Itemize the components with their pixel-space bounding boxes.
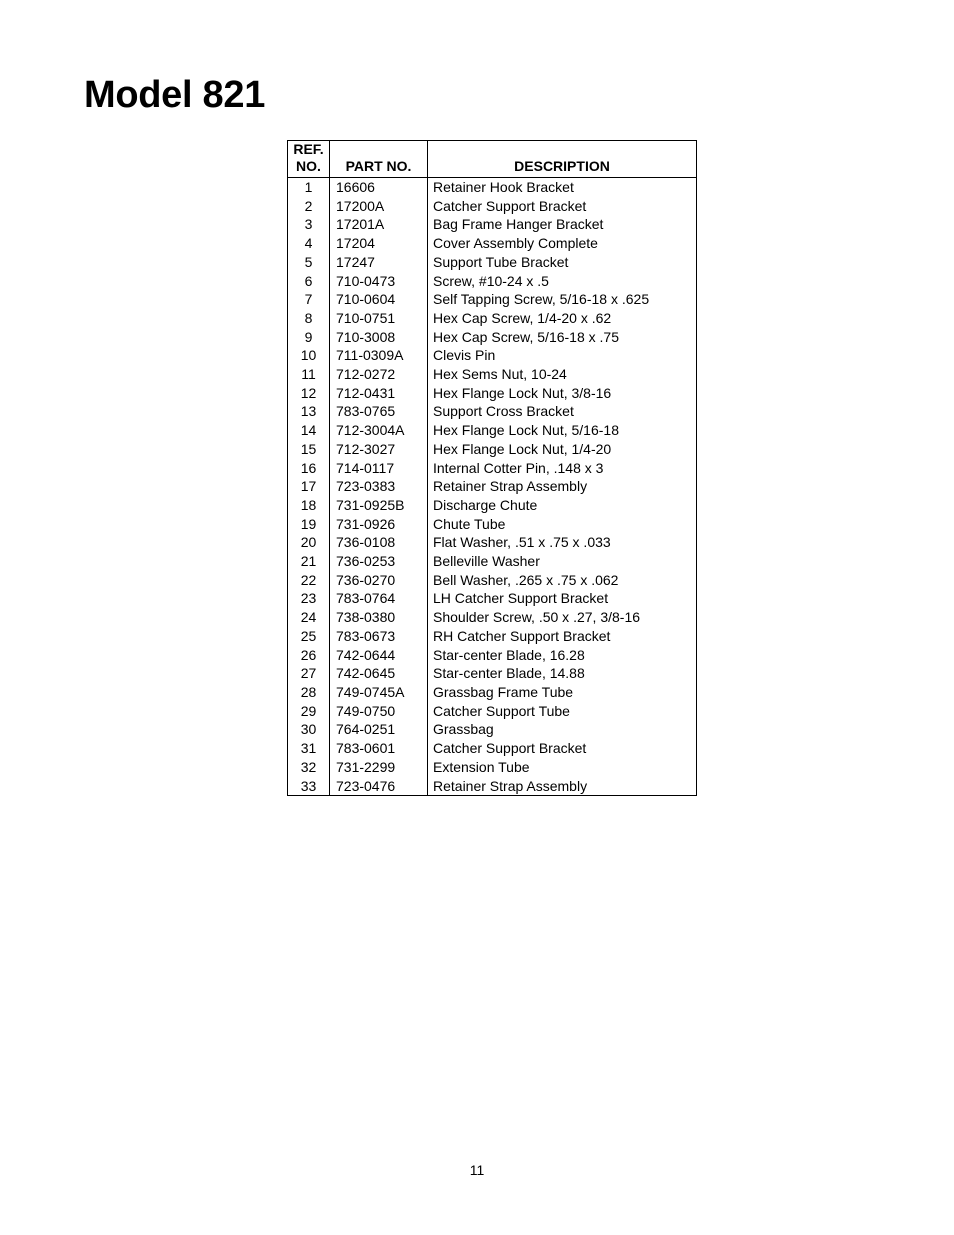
table-row — [288, 440, 697, 459]
table-row — [288, 272, 697, 291]
ref-no-cell: 32 — [288, 758, 330, 777]
description-cell: Self Tapping Screw, 5/16-18 x .625 — [428, 290, 697, 309]
header-ref-no — [288, 141, 330, 178]
table-row — [288, 346, 697, 365]
page-title: Model 821 — [84, 74, 266, 116]
ref-no-cell: 24 — [288, 608, 330, 627]
ref-no-cell: 10 — [288, 346, 330, 365]
description-cell: Belleville Washer — [428, 552, 697, 571]
description-cell: Shoulder Screw, .50 x .27, 3/8-16 — [428, 608, 697, 627]
description-cell: Retainer Hook Bracket — [428, 178, 697, 197]
ref-no-cell: 8 — [288, 309, 330, 328]
description-cell: LH Catcher Support Bracket — [428, 589, 697, 608]
ref-no-cell: 30 — [288, 720, 330, 739]
header-part-no: PART NO. — [330, 141, 428, 178]
part-no-cell: 731-0925B — [330, 496, 428, 515]
description-cell: Internal Cotter Pin, .148 x 3 — [428, 459, 697, 478]
description-cell: Star-center Blade, 16.28 — [428, 646, 697, 665]
table-row — [288, 646, 697, 665]
part-no-cell: 710-0604 — [330, 290, 428, 309]
description-cell: Hex Flange Lock Nut, 3/8-16 — [428, 384, 697, 403]
ref-no-cell: 12 — [288, 384, 330, 403]
part-no-cell: 731-0926 — [330, 515, 428, 534]
part-no-cell: 17200A — [330, 197, 428, 216]
ref-no-cell: 20 — [288, 533, 330, 552]
description-cell: Hex Sems Nut, 10-24 — [428, 365, 697, 384]
part-no-cell: 712-3004A — [330, 421, 428, 440]
ref-no-cell: 27 — [288, 664, 330, 683]
description-cell: Hex Flange Lock Nut, 5/16-18 — [428, 421, 697, 440]
part-no-cell: 736-0270 — [330, 571, 428, 590]
ref-no-cell: 19 — [288, 515, 330, 534]
part-no-cell: 742-0644 — [330, 646, 428, 665]
table-row — [288, 477, 697, 496]
table-row — [288, 702, 697, 721]
part-no-cell: 714-0117 — [330, 459, 428, 478]
table-row — [288, 215, 697, 234]
table-row — [288, 197, 697, 216]
part-no-cell: 783-0673 — [330, 627, 428, 646]
description-cell: Extension Tube — [428, 758, 697, 777]
table-row — [288, 571, 697, 590]
part-no-cell: 712-3027 — [330, 440, 428, 459]
ref-no-cell: 33 — [288, 777, 330, 796]
description-cell: Cover Assembly Complete — [428, 234, 697, 253]
description-cell: Bell Washer, .265 x .75 x .062 — [428, 571, 697, 590]
table-header-row — [288, 141, 697, 178]
part-no-cell: 738-0380 — [330, 608, 428, 627]
description-cell: Discharge Chute — [428, 496, 697, 515]
description-cell: Support Tube Bracket — [428, 253, 697, 272]
ref-no-cell: 13 — [288, 402, 330, 421]
ref-no-cell: 23 — [288, 589, 330, 608]
description-cell: Hex Cap Screw, 5/16-18 x .75 — [428, 328, 697, 347]
table-row — [288, 253, 697, 272]
part-no-cell: 736-0108 — [330, 533, 428, 552]
part-no-cell: 711-0309A — [330, 346, 428, 365]
part-no-cell: 723-0383 — [330, 477, 428, 496]
table-row — [288, 459, 697, 478]
ref-no-cell: 14 — [288, 421, 330, 440]
ref-no-cell: 28 — [288, 683, 330, 702]
table-row — [288, 234, 697, 253]
table-row — [288, 496, 697, 515]
ref-no-cell: 4 — [288, 234, 330, 253]
part-no-cell: 749-0750 — [330, 702, 428, 721]
table-row — [288, 515, 697, 534]
header-description: DESCRIPTION — [428, 141, 697, 178]
part-no-cell: 17247 — [330, 253, 428, 272]
ref-no-cell: 18 — [288, 496, 330, 515]
page-number: 11 — [469, 1162, 485, 1178]
header-ref-line1: REF. — [293, 141, 324, 157]
table-row — [288, 178, 697, 197]
description-cell: Catcher Support Tube — [428, 702, 697, 721]
description-cell: Catcher Support Bracket — [428, 197, 697, 216]
description-cell: Support Cross Bracket — [428, 402, 697, 421]
ref-no-cell: 17 — [288, 477, 330, 496]
ref-no-cell: 31 — [288, 739, 330, 758]
description-cell: Grassbag Frame Tube — [428, 683, 697, 702]
table-row — [288, 739, 697, 758]
part-no-cell: 17201A — [330, 215, 428, 234]
ref-no-cell: 26 — [288, 646, 330, 665]
ref-no-cell: 29 — [288, 702, 330, 721]
ref-no-cell: 7 — [288, 290, 330, 309]
table-row — [288, 720, 697, 739]
parts-list-table — [287, 140, 697, 796]
part-no-cell: 783-0765 — [330, 402, 428, 421]
part-no-cell: 712-0431 — [330, 384, 428, 403]
part-no-cell: 783-0601 — [330, 739, 428, 758]
table-row — [288, 309, 697, 328]
description-cell: Retainer Strap Assembly — [428, 777, 697, 796]
header-ref-line2: NO. — [296, 158, 321, 174]
part-no-cell: 710-0751 — [330, 309, 428, 328]
table-row — [288, 758, 697, 777]
table-row — [288, 589, 697, 608]
part-no-cell: 749-0745A — [330, 683, 428, 702]
description-cell: Bag Frame Hanger Bracket — [428, 215, 697, 234]
table-row — [288, 664, 697, 683]
part-no-cell: 17204 — [330, 234, 428, 253]
ref-no-cell: 22 — [288, 571, 330, 590]
description-cell: Flat Washer, .51 x .75 x .033 — [428, 533, 697, 552]
description-cell: Chute Tube — [428, 515, 697, 534]
table-row — [288, 777, 697, 796]
part-no-cell: 16606 — [330, 178, 428, 197]
description-cell: Retainer Strap Assembly — [428, 477, 697, 496]
part-no-cell: 731-2299 — [330, 758, 428, 777]
part-no-cell: 723-0476 — [330, 777, 428, 796]
ref-no-cell: 16 — [288, 459, 330, 478]
table-row — [288, 552, 697, 571]
ref-no-cell: 2 — [288, 197, 330, 216]
table-row — [288, 402, 697, 421]
ref-no-cell: 5 — [288, 253, 330, 272]
table-row — [288, 683, 697, 702]
part-no-cell: 712-0272 — [330, 365, 428, 384]
table-body — [288, 178, 697, 796]
part-no-cell: 736-0253 — [330, 552, 428, 571]
table-row — [288, 533, 697, 552]
part-no-cell: 783-0764 — [330, 589, 428, 608]
description-cell: Clevis Pin — [428, 346, 697, 365]
ref-no-cell: 21 — [288, 552, 330, 571]
table-row — [288, 328, 697, 347]
ref-no-cell: 6 — [288, 272, 330, 291]
table-row — [288, 627, 697, 646]
ref-no-cell: 9 — [288, 328, 330, 347]
part-no-cell: 742-0645 — [330, 664, 428, 683]
description-cell: Grassbag — [428, 720, 697, 739]
ref-no-cell: 15 — [288, 440, 330, 459]
ref-no-cell: 3 — [288, 215, 330, 234]
description-cell: Screw, #10-24 x .5 — [428, 272, 697, 291]
table-row — [288, 421, 697, 440]
table-row — [288, 290, 697, 309]
description-cell: Catcher Support Bracket — [428, 739, 697, 758]
description-cell: RH Catcher Support Bracket — [428, 627, 697, 646]
ref-no-cell: 11 — [288, 365, 330, 384]
table-row — [288, 365, 697, 384]
part-no-cell: 764-0251 — [330, 720, 428, 739]
ref-no-cell: 1 — [288, 178, 330, 197]
part-no-cell: 710-3008 — [330, 328, 428, 347]
description-cell: Star-center Blade, 14.88 — [428, 664, 697, 683]
description-cell: Hex Flange Lock Nut, 1/4-20 — [428, 440, 697, 459]
ref-no-cell: 25 — [288, 627, 330, 646]
description-cell: Hex Cap Screw, 1/4-20 x .62 — [428, 309, 697, 328]
table-row — [288, 608, 697, 627]
table-row — [288, 384, 697, 403]
part-no-cell: 710-0473 — [330, 272, 428, 291]
